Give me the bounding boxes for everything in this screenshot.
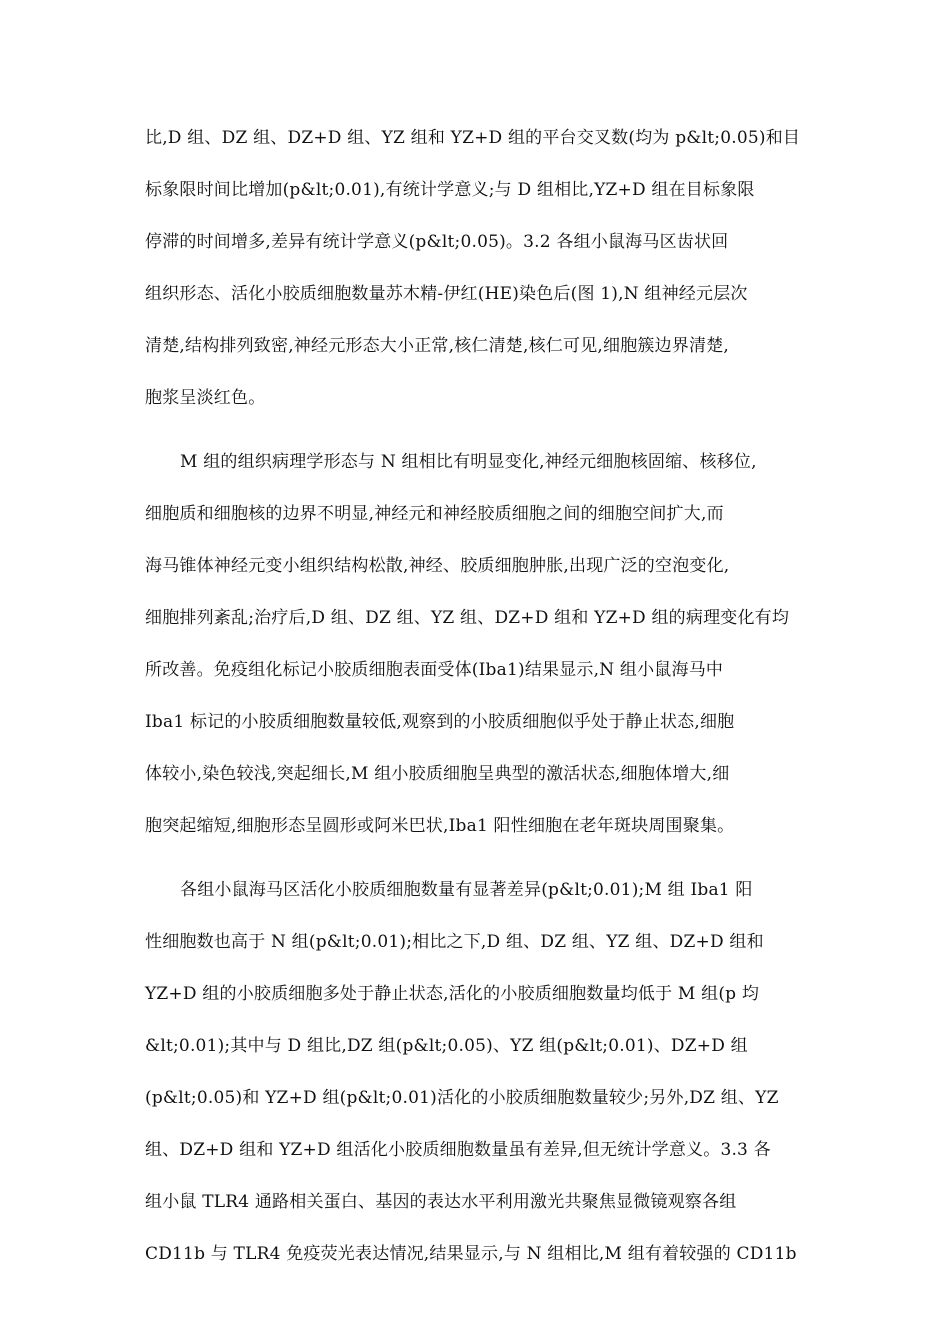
text-line: 组小鼠 TLR4 通路相关蛋白、基因的表达水平利用激光共聚焦显微镜观察各组 xyxy=(145,1192,737,1212)
text-line: 清楚,结构排列致密,神经元形态大小正常,核仁清楚,核仁可见,细胞簇边界清楚, xyxy=(145,336,730,356)
text-line: 胞浆呈淡红色。 xyxy=(145,388,266,408)
text-line: 停滞的时间增多,差异有统计学意义(p&lt;0.05)。3.2 各组小鼠海马区齿状回 xyxy=(145,232,729,252)
text-line: 胞突起缩短,细胞形态呈圆形或阿米巴状,Iba1 阳性细胞在老年斑块周围聚集。 xyxy=(145,816,735,836)
text-line: 标象限时间比增加(p&lt;0.01),有统计学意义;与 D 组相比,YZ+D 组在目标象限 xyxy=(145,180,755,200)
text-line: 各组小鼠海马区活化小胶质细胞数量有显著差异(p&lt;0.01);M 组 Iba1 阳 xyxy=(180,880,753,900)
text-line: 体较小,染色较浅,突起细长,M 组小胶质细胞呈典型的激活状态,细胞体增大,细 xyxy=(145,764,730,784)
text-line: 细胞排列紊乱;治疗后,D 组、DZ 组、YZ 组、DZ+D 组和 YZ+D 组的病理变化有均 xyxy=(145,608,790,628)
text-line: 性细胞数也高于 N 组(p&lt;0.01);相比之下,D 组、DZ 组、YZ 组、DZ+D 组和 xyxy=(145,932,764,952)
text-line: Iba1 标记的小胶质细胞数量较低,观察到的小胶质细胞似乎处于静止状态,细胞 xyxy=(145,712,735,732)
text-line: YZ+D 组的小胶质细胞多处于静止状态,活化的小胶质细胞数量均低于 M 组(p 均 xyxy=(145,984,760,1004)
text-line: &lt;0.01);其中与 D 组比,DZ 组(p&lt;0.05)、YZ 组(p&lt;0.01)、DZ+D 组 xyxy=(145,1036,748,1056)
text-line: 海马锥体神经元变小组织结构松散,神经、胶质细胞肿胀,出现广泛的空泡变化, xyxy=(145,556,730,576)
text-line: 比,D 组、DZ 组、DZ+D 组、YZ 组和 YZ+D 组的平台交叉数(均为 p&lt;0.05)和目 xyxy=(145,128,801,148)
text-line: (p&lt;0.05)和 YZ+D 组(p&lt;0.01)活化的小胶质细胞数量较少;另外,DZ 组、YZ xyxy=(145,1088,779,1108)
text-line: 所改善。免疫组化标记小胶质细胞表面受体(Iba1)结果显示,N 组小鼠海马中 xyxy=(145,660,724,680)
text-line: 细胞质和细胞核的边界不明显,神经元和神经胶质细胞之间的细胞空间扩大,而 xyxy=(145,504,724,524)
text-line: 组织形态、活化小胶质细胞数量苏木精-伊红(HE)染色后(图 1),N 组神经元层次 xyxy=(145,284,748,304)
text-line: CD11b 与 TLR4 免疫荧光表达情况,结果显示,与 N 组相比,M 组有着较强的 CD11b xyxy=(145,1244,797,1264)
text-line: 组、DZ+D 组和 YZ+D 组活化小胶质细胞数量虽有差异,但无统计学意义。3.3 各 xyxy=(145,1140,771,1160)
text-line: M 组的组织病理学形态与 N 组相比有明显变化,神经元细胞核固缩、核移位, xyxy=(180,452,757,472)
